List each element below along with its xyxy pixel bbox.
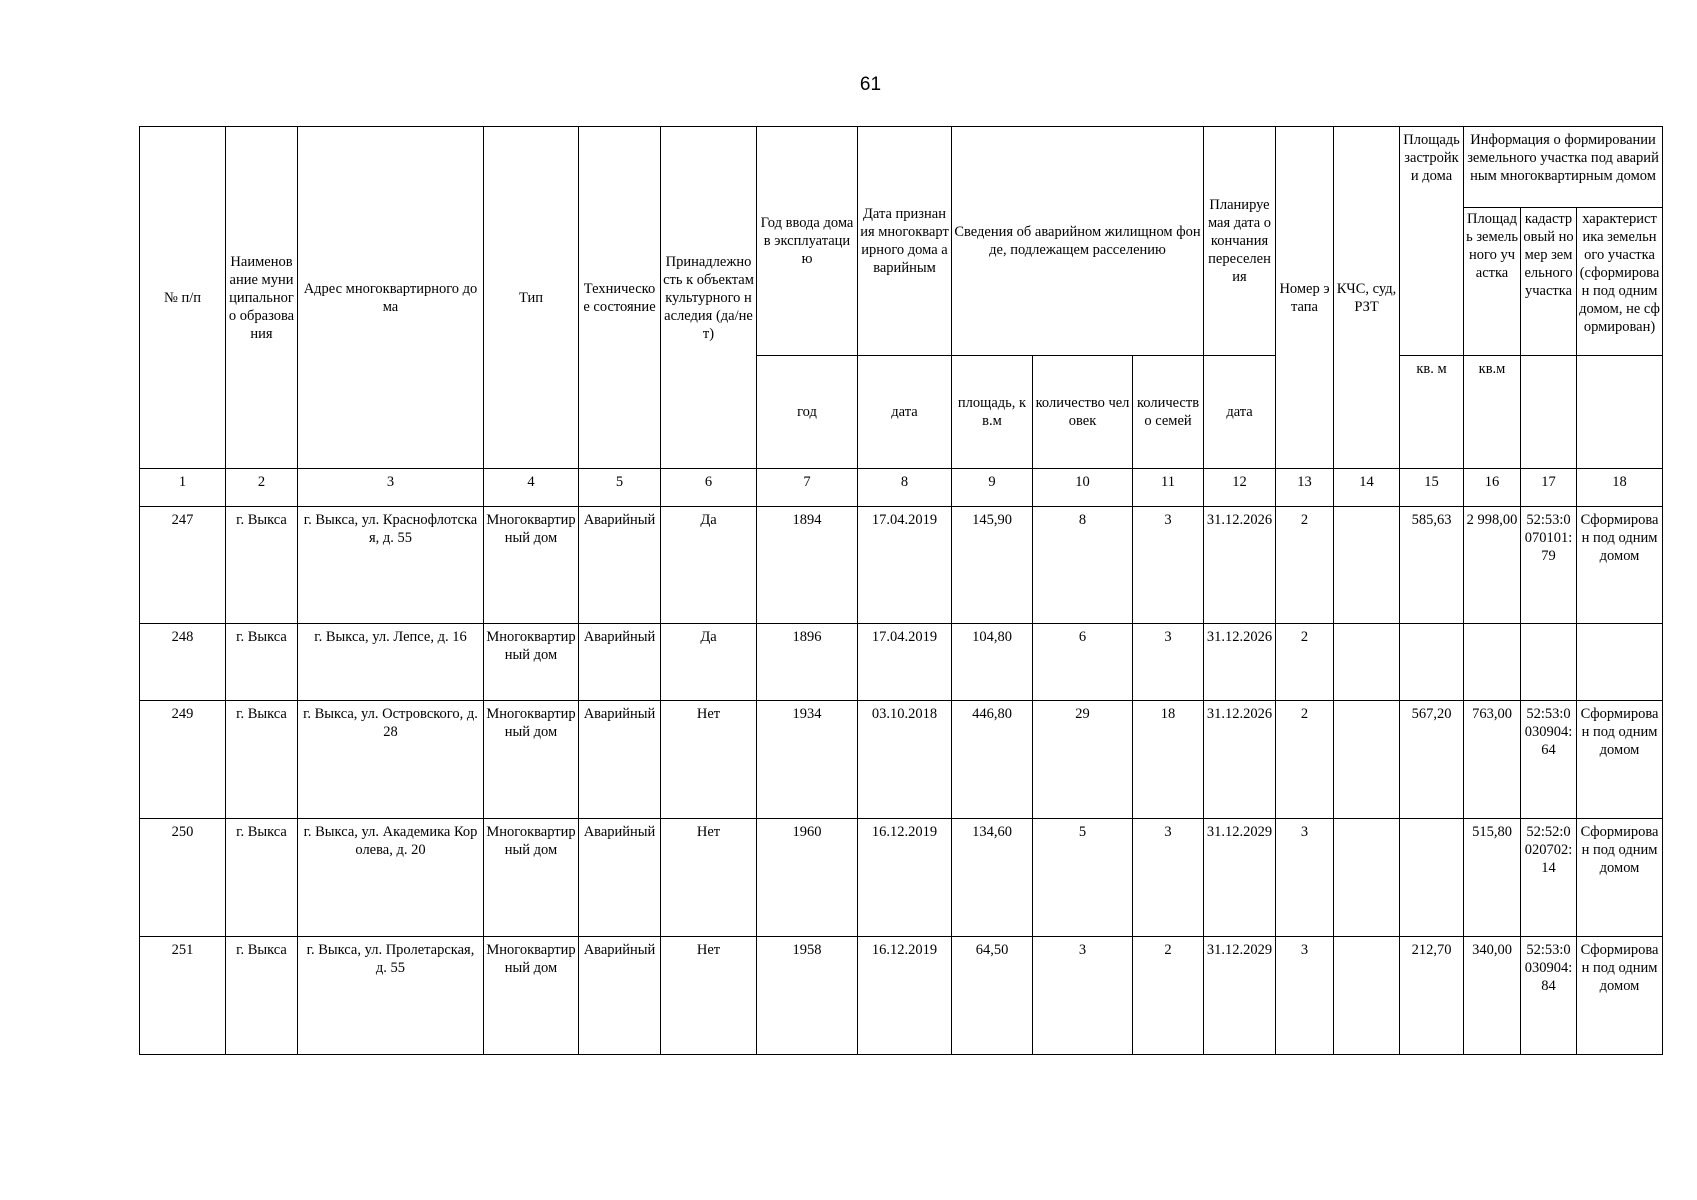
cell-family-count: 3 bbox=[1133, 507, 1204, 624]
cell-commission-year: 1934 bbox=[757, 701, 858, 819]
header-land-info-title: Информация о формировании земельного участка под аварийным многоквартирным домом bbox=[1464, 127, 1662, 208]
cell-kchs bbox=[1334, 937, 1400, 1055]
header-unit-cad-empty bbox=[1521, 356, 1577, 469]
cell-planned-end: 31.12.2029 bbox=[1204, 819, 1276, 937]
column-number-3: 3 bbox=[298, 469, 484, 507]
cell-address: г. Выкса, ул. Лепсе, д. 16 bbox=[298, 624, 484, 701]
cell-heritage: Да bbox=[661, 624, 757, 701]
table-row bbox=[140, 937, 1663, 1055]
cell-heritage: Да bbox=[661, 507, 757, 624]
column-number-15: 15 bbox=[1400, 469, 1464, 507]
cell-people-count: 3 bbox=[1033, 937, 1133, 1055]
cell-planned-end: 31.12.2026 bbox=[1204, 701, 1276, 819]
cell-type: Многоквартирный дом bbox=[484, 937, 579, 1055]
cell-emergency-date: 16.12.2019 bbox=[858, 937, 952, 1055]
cell-emergency-date: 16.12.2019 bbox=[858, 819, 952, 937]
column-number-16: 16 bbox=[1464, 469, 1521, 507]
header-unit-char-empty bbox=[1577, 356, 1663, 469]
cell-commission-year: 1894 bbox=[757, 507, 858, 624]
column-number-14: 14 bbox=[1334, 469, 1400, 507]
cell-planned-end: 31.12.2026 bbox=[1204, 507, 1276, 624]
cell-land-area bbox=[1464, 624, 1521, 701]
cell-land-character: Сформирован под одним домом bbox=[1577, 507, 1663, 624]
column-number-6: 6 bbox=[661, 469, 757, 507]
cell-family-count: 3 bbox=[1133, 624, 1204, 701]
cell-built-area bbox=[1400, 819, 1464, 937]
header-municipality: Наименование муниципального образования bbox=[226, 127, 298, 469]
cell-technical-state: Аварийный bbox=[579, 819, 661, 937]
header-unit-land: кв.м bbox=[1464, 356, 1521, 469]
column-number-10: 10 bbox=[1033, 469, 1133, 507]
cell-people-count: 8 bbox=[1033, 507, 1133, 624]
cell-area: 446,80 bbox=[952, 701, 1033, 819]
header-sub-area: площадь, кв.м bbox=[952, 356, 1033, 469]
column-number-8: 8 bbox=[858, 469, 952, 507]
column-number-18: 18 bbox=[1577, 469, 1663, 507]
column-number-2: 2 bbox=[226, 469, 298, 507]
header-built-area-label: Площадь застройки дома bbox=[1403, 132, 1460, 184]
cell-commission-year: 1960 bbox=[757, 819, 858, 937]
cell-heritage: Нет bbox=[661, 819, 757, 937]
header-planned-end: Планируемая дата окончания переселения bbox=[1204, 127, 1276, 356]
column-numbers-row bbox=[140, 469, 1663, 507]
header-stage: Номер этапа bbox=[1276, 127, 1334, 469]
header-commission-year: Год ввода дома в эксплуатацию bbox=[757, 127, 858, 356]
header-emergency-date: Дата признания многоквартирного дома аварийным bbox=[858, 127, 952, 356]
header-sub-families: количество семей bbox=[1133, 356, 1204, 469]
cell-land-area: 340,00 bbox=[1464, 937, 1521, 1055]
column-number-7: 7 bbox=[757, 469, 858, 507]
header-sub-year: год bbox=[757, 356, 858, 469]
cell-people-count: 5 bbox=[1033, 819, 1133, 937]
table-row bbox=[140, 507, 1663, 624]
cell-commission-year: 1896 bbox=[757, 624, 858, 701]
cell-cadastral-number: 52:53:0070101:79 bbox=[1521, 507, 1577, 624]
cell-kchs bbox=[1334, 624, 1400, 701]
cell-emergency-date: 17.04.2019 bbox=[858, 507, 952, 624]
cell-row-number: 249 bbox=[140, 701, 226, 819]
cell-municipality: г. Выкса bbox=[226, 624, 298, 701]
header-land-info bbox=[1464, 127, 1663, 356]
column-number-1: 1 bbox=[140, 469, 226, 507]
cell-cadastral-number: 52:52:0020702:14 bbox=[1521, 819, 1577, 937]
page-number: 61 bbox=[859, 74, 882, 95]
cell-municipality: г. Выкса bbox=[226, 507, 298, 624]
cell-row-number: 248 bbox=[140, 624, 226, 701]
cell-municipality: г. Выкса bbox=[226, 937, 298, 1055]
cell-built-area bbox=[1400, 624, 1464, 701]
header-address: Адрес многоквартирного дома bbox=[298, 127, 484, 469]
cell-address: г. Выкса, ул. Пролетарская, д. 55 bbox=[298, 937, 484, 1055]
emergency-housing-table bbox=[139, 126, 1663, 1055]
header-sub-people: количество человек bbox=[1033, 356, 1133, 469]
cell-kchs bbox=[1334, 507, 1400, 624]
cell-built-area: 567,20 bbox=[1400, 701, 1464, 819]
table-row bbox=[140, 819, 1663, 937]
cell-type: Многоквартирный дом bbox=[484, 701, 579, 819]
cell-cadastral-number bbox=[1521, 624, 1577, 701]
cell-heritage: Нет bbox=[661, 937, 757, 1055]
cell-emergency-date: 17.04.2019 bbox=[858, 624, 952, 701]
cell-technical-state: Аварийный bbox=[579, 937, 661, 1055]
cell-area: 145,90 bbox=[952, 507, 1033, 624]
column-number-17: 17 bbox=[1521, 469, 1577, 507]
header-type: Тип bbox=[484, 127, 579, 469]
cell-row-number: 247 bbox=[140, 507, 226, 624]
header-heritage: Принадлежность к объектам культурного наследия (да/нет) bbox=[661, 127, 757, 469]
cell-stage: 2 bbox=[1276, 701, 1334, 819]
cell-stage: 3 bbox=[1276, 937, 1334, 1055]
column-number-12: 12 bbox=[1204, 469, 1276, 507]
cell-land-character: Сформирован под одним домом bbox=[1577, 937, 1663, 1055]
cell-family-count: 2 bbox=[1133, 937, 1204, 1055]
cell-technical-state: Аварийный bbox=[579, 624, 661, 701]
cell-people-count: 6 bbox=[1033, 624, 1133, 701]
cell-stage: 2 bbox=[1276, 507, 1334, 624]
cell-built-area: 585,63 bbox=[1400, 507, 1464, 624]
column-number-5: 5 bbox=[579, 469, 661, 507]
cell-technical-state: Аварийный bbox=[579, 701, 661, 819]
cell-type: Многоквартирный дом bbox=[484, 819, 579, 937]
cell-type: Многоквартирный дом bbox=[484, 624, 579, 701]
cell-municipality: г. Выкса bbox=[226, 819, 298, 937]
header-land-area: Площадь земельного участка bbox=[1464, 208, 1521, 355]
cell-people-count: 29 bbox=[1033, 701, 1133, 819]
cell-kchs bbox=[1334, 819, 1400, 937]
table-row bbox=[140, 624, 1663, 701]
column-number-9: 9 bbox=[952, 469, 1033, 507]
header-built-area bbox=[1400, 127, 1464, 356]
cell-address: г. Выкса, ул. Академика Королева, д. 20 bbox=[298, 819, 484, 937]
cell-address: г. Выкса, ул. Островского, д. 28 bbox=[298, 701, 484, 819]
header-sub-end-date: дата bbox=[1204, 356, 1276, 469]
cell-cadastral-number: 52:53:0030904:84 bbox=[1521, 937, 1577, 1055]
cell-land-area: 515,80 bbox=[1464, 819, 1521, 937]
cell-land-area: 2 998,00 bbox=[1464, 507, 1521, 624]
cell-area: 64,50 bbox=[952, 937, 1033, 1055]
cell-family-count: 3 bbox=[1133, 819, 1204, 937]
column-number-13: 13 bbox=[1276, 469, 1334, 507]
header-row-number: № п/п bbox=[140, 127, 226, 469]
cell-technical-state: Аварийный bbox=[579, 507, 661, 624]
cell-municipality: г. Выкса bbox=[226, 701, 298, 819]
cell-family-count: 18 bbox=[1133, 701, 1204, 819]
cell-stage: 3 bbox=[1276, 819, 1334, 937]
header-unit-built: кв. м bbox=[1400, 356, 1464, 469]
cell-type: Многоквартирный дом bbox=[484, 507, 579, 624]
cell-row-number: 250 bbox=[140, 819, 226, 937]
header-technical-state: Техническое состояние bbox=[579, 127, 661, 469]
cell-area: 104,80 bbox=[952, 624, 1033, 701]
header-land-character: характеристика земельного участка (сформирован под одним домом, не сформирован) bbox=[1579, 211, 1660, 335]
header-kchs: КЧС, суд, РЗТ bbox=[1334, 127, 1400, 469]
cell-land-character: Сформирован под одним домом bbox=[1577, 701, 1663, 819]
cell-stage: 2 bbox=[1276, 624, 1334, 701]
header-sub-date: дата bbox=[858, 356, 952, 469]
cell-commission-year: 1958 bbox=[757, 937, 858, 1055]
cell-area: 134,60 bbox=[952, 819, 1033, 937]
cell-emergency-date: 03.10.2018 bbox=[858, 701, 952, 819]
cell-land-character bbox=[1577, 624, 1663, 701]
cell-address: г. Выкса, ул. Краснофлотская, д. 55 bbox=[298, 507, 484, 624]
column-number-4: 4 bbox=[484, 469, 579, 507]
cell-planned-end: 31.12.2029 bbox=[1204, 937, 1276, 1055]
cell-land-area: 763,00 bbox=[1464, 701, 1521, 819]
cell-row-number: 251 bbox=[140, 937, 226, 1055]
cell-land-character: Сформирован под одним домом bbox=[1577, 819, 1663, 937]
header-emergency-fund: Сведения об аварийном жилищном фонде, подлежащем расселению bbox=[952, 127, 1204, 356]
column-number-11: 11 bbox=[1133, 469, 1204, 507]
header-cadastral: кадастровый номер земельного участка bbox=[1521, 208, 1577, 355]
cell-planned-end: 31.12.2026 bbox=[1204, 624, 1276, 701]
cell-heritage: Нет bbox=[661, 701, 757, 819]
table-row bbox=[140, 701, 1663, 819]
cell-kchs bbox=[1334, 701, 1400, 819]
cell-cadastral-number: 52:53:0030904:64 bbox=[1521, 701, 1577, 819]
cell-built-area: 212,70 bbox=[1400, 937, 1464, 1055]
